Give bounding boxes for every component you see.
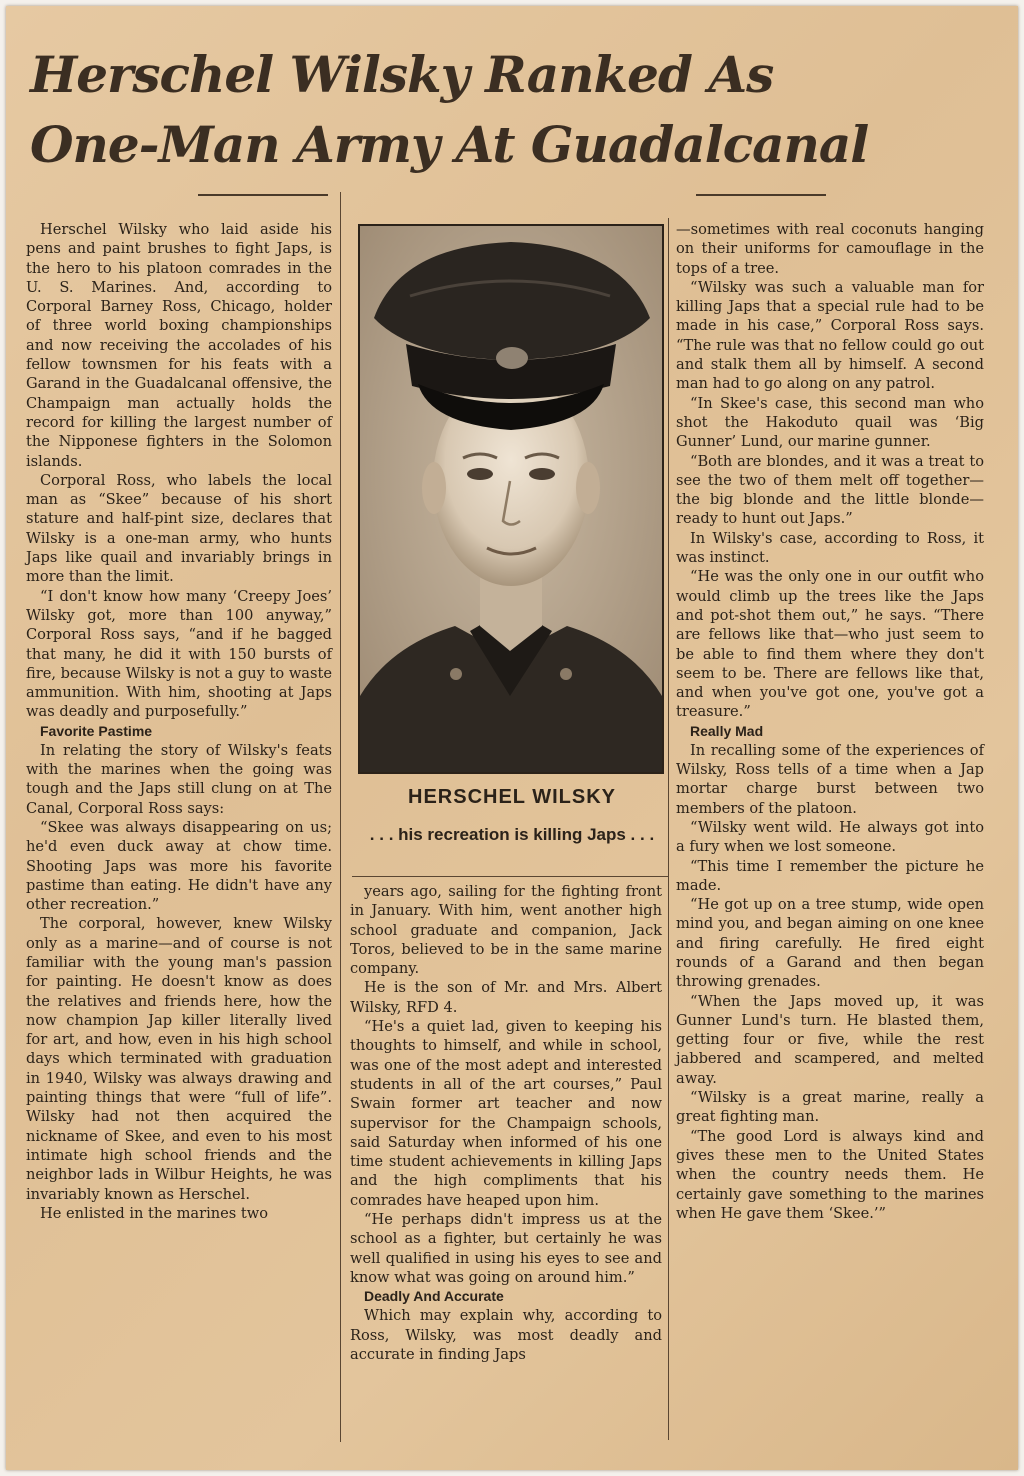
- subheading: Favorite Pastime: [40, 722, 153, 739]
- paragraph: “Wilsky is a great marine, really a great fighting man.: [676, 1089, 984, 1126]
- headline-line-1: Herschel Wilsky Ranked As: [30, 45, 774, 104]
- paragraph: “Both are blondes, and it was a treat to see the two of them melt off together—the big blonde and the little blonde—ready to hunt out Japs.”: [676, 452, 984, 528]
- headline-rule-left: [198, 194, 328, 196]
- article-column-2: [350, 882, 662, 1364]
- headline-rule-right: [696, 194, 826, 196]
- paragraph: “Wilsky went wild. He always got into a fury when we lost someone.: [676, 818, 984, 856]
- photo-caption-name: HERSCHEL WILSKY: [408, 786, 616, 808]
- paragraph: “I don't know how many ‘Creepy Joes’ Wilsky got, more than 100 anyway,” Corporal Ross says, “and if he bagged that many, he did it with 150 bursts of fire, because Wilsky is not a guy to waste ammunition. With him, shooting at Japs was deadly and purposefully.”: [26, 587, 332, 721]
- paragraph: “Skee was always disappearing on us; he'd even duck away at chow time. Shooting Japs was more his favorite pastime than eating. He didn't have any other recreation.”: [26, 818, 332, 914]
- paragraph: In relating the story of Wilsky's feats with the marines when the going was tough and the Japs still clung on at The Canal, Corporal Ross says:: [26, 741, 332, 817]
- paragraph: Herschel Wilsky who laid aside his pens and paint brushes to fight Japs, is the hero to his platoon comrades in the U. S. Marines. And, according to Corporal Barney Ross, Chicago, holder of three world boxing championships and now receiving the accolades of his fellow townsmen for his feats with a Garand in the Guadalcanal offensive, the Champaign man actually holds the record for killing the largest number of the Nipponese fighters in the Solomon islands.: [26, 221, 332, 470]
- paragraph: He is the son of Mr. and Mrs. Albert Wilsky, RFD 4.: [350, 979, 662, 1016]
- paragraph: Corporal Ross, who labels the local man as “Skee” because of his short stature and half-pint size, declares that Wilsky is a one-man army, who hunts Japs like quail and invariably brings in more than the limit.: [26, 471, 332, 586]
- headline-line-2: One-Man Army At Guadalcanal: [30, 115, 869, 174]
- paragraph: “He was the only one in our outfit who would climb up the trees like the Japs and pot-shot them out,” he says. “There are fellows like that—who just seem to be able to find them where they don't seem to be. There are fellows like that, and when you've got one, you've got a treasure.”: [676, 568, 984, 721]
- portrait-illustration: [360, 226, 662, 772]
- paragraph: “This time I remember the picture he made.: [676, 857, 984, 894]
- paragraph: years ago, sailing for the fighting front in January. With him, went another high school graduate and companion, Jack Toros, believed to be in the same marine company.: [350, 883, 662, 978]
- paragraph: “When the Japs moved up, it was Gunner Lund's turn. He blasted them, getting four or five, while the rest jabbered and scampered, and melted away.: [676, 992, 984, 1087]
- paragraph: He enlisted in the marines two: [40, 1204, 269, 1222]
- paragraph: —sometimes with real coconuts hanging on their uniforms for camouflage in the tops of a tree.: [676, 221, 984, 277]
- paragraph: “He perhaps didn't impress us at the school as a fighter, but certainly he was well qualified in using his eyes to see and know what was going on around him.”: [350, 1211, 662, 1286]
- newspaper-clipping: [6, 6, 1018, 1470]
- paragraph: In recalling some of the experiences of Wilsky, Ross tells of a time when a Jap mortar charge burst between two members of the platoon.: [676, 741, 984, 817]
- caption-divider: [352, 876, 668, 877]
- portrait-photo: [358, 224, 664, 774]
- paragraph: “He's a quiet lad, given to keeping his thoughts to himself, and while in school, was one of the most adept and interested students in all of the art courses,” Paul Swain former art teacher and now supervisor for the Champaign schools, said Saturday when informed of his one time student achievements in killing Japs and the high compliments that his comrades have heaped upon him.: [350, 1018, 662, 1209]
- article-column-1: [26, 220, 332, 1223]
- paragraph: “In Skee's case, this second man who shot the Hakoduto quail was ‘Big Gunner’ Lund, our marine gunner.: [676, 394, 984, 451]
- paragraph: Which may explain why, according to Ross, Wilsky, was most deadly and accurate in finding Japs: [350, 1307, 662, 1363]
- paragraph: “Wilsky was such a valuable man for killing Japs that a special rule had to be made in his case,” Corporal Ross says. “The rule was that no fellow could go out and stalk them all by himself. A second man had to go along on any patrol.: [676, 278, 984, 393]
- article-column-3: [676, 220, 984, 1223]
- headline: [30, 40, 930, 180]
- column-divider-1: [340, 192, 341, 1442]
- paragraph: “The good Lord is always kind and gives these men to the United States when the country needs them. He certainly gave something to the marines when He gave them ‘Skee.’”: [676, 1127, 984, 1222]
- paragraph: In Wilsky's case, according to Ross, it was instinct.: [676, 529, 984, 567]
- subheading: Really Mad: [690, 722, 764, 739]
- paragraph: The corporal, however, knew Wilsky only as a marine—and of course is not familiar with the young man's passion for painting. He doesn't know as does the relatives and friends here, how the now champion Jap killer literally lived for art, and how, even in his high school days which terminated with graduation in 1940, Wilsky was always drawing and painting things that were “full of life”. Wilsky had not then acquired the nickname of Skee, and even to his most intimate high school friends and the neighbor lads in Wilbur Heights, he was invariably known as Herschel.: [26, 915, 332, 1203]
- photo-caption-subtitle: . . . his recreation is killing Japs . . .: [369, 825, 655, 844]
- paragraph: “He got up on a tree stump, wide open mind you, and began aiming on one knee and firing carefully. He fired eight rounds of a Garand and then began throwing grenades.: [676, 896, 984, 991]
- subheading: Deadly And Accurate: [364, 1288, 504, 1305]
